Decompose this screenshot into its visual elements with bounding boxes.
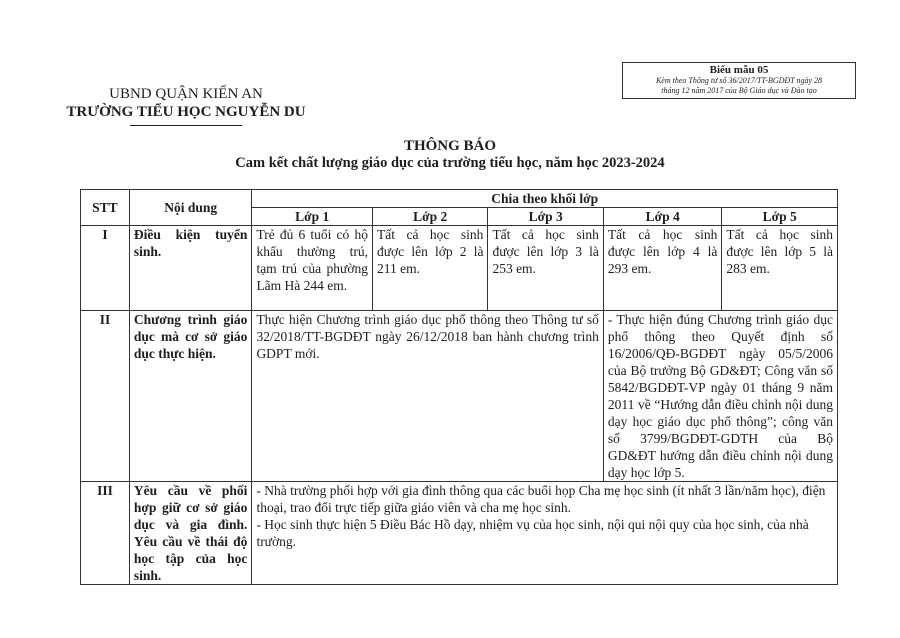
school-name: TRƯỜNG TIỂU HỌC NGUYỄN DU xyxy=(66,104,306,120)
row-number: I xyxy=(81,226,130,311)
all-grades-cell xyxy=(252,482,838,585)
table-row xyxy=(81,226,838,311)
document-subtitle: Cam kết chất lượng giáo dục của trường tiểu học, năm học 2023-2024 xyxy=(235,155,665,171)
grades-1-3-cell: Thực hiện Chương trình giáo dục phổ thông theo Thông tư số 32/2018/TT-BGDĐT ngày 26/12/2018 ban hành chương trình GDPT mới. xyxy=(252,311,603,482)
header-grade-group: Chia theo khối lớp xyxy=(252,190,838,208)
issuing-authority-block xyxy=(66,85,306,126)
grade-5-cell: Tất cả học sinh được lên lớp 5 là 283 em. xyxy=(722,226,838,311)
grades-4-5-cell: - Thực hiện đúng Chương trình giáo dục phổ thông theo Quyết định số 16/2006/QĐ-BGDĐT ngày 05/5/2006 của Bộ trưởng Bộ GD&ĐT; Công văn số 5842/BGDĐT-VP ngày 01 tháng 9 năm 2011 về “Hướng dẫn điều chỉnh nội dung dạy học giáo dục phổ thông”; công văn số 3799/BGDĐT-GDTH của Bộ GD&ĐT hướng dẫn điều chỉnh nội dung dạy học lớp 5. xyxy=(603,311,837,482)
header-grade-5: Lớp 5 xyxy=(722,208,838,226)
form-title: Biểu mẫu 05 xyxy=(709,64,769,76)
document-title: THÔNG BÁO xyxy=(403,138,497,154)
grade-2-cell: Tất cả học sinh được lên lớp 2 là 211 em. xyxy=(372,226,487,311)
header-grade-1: Lớp 1 xyxy=(252,208,373,226)
grade-3-cell: Tất cả học sinh được lên lớp 3 là 253 em. xyxy=(488,226,603,311)
commitment-table xyxy=(80,189,838,585)
row-content: Điều kiện tuyển sinh. xyxy=(129,226,252,311)
row-content: Chương trình giáo dục mà cơ sở giáo dục thực hiện. xyxy=(129,311,252,482)
header-grade-3: Lớp 3 xyxy=(488,208,603,226)
header-grade-2: Lớp 2 xyxy=(372,208,487,226)
attitude-item: - Học sinh thực hiện 5 Điều Bác Hồ dạy, nhiệm vụ của học sinh, nội qui nội quy của học sinh, của nhà trường. xyxy=(256,517,809,549)
form-note-line-2: tháng 12 năm 2017 của Bộ Giáo dục và Đào tạo xyxy=(661,86,817,95)
cooperation-item: - Nhà trường phối hợp với gia đình thông qua các buổi họp Cha mẹ học sinh (ít nhất 3 lần/năm học), điện thoại, trao đổi trực tiếp giữa giáo viên và cha mẹ học sinh. xyxy=(256,483,826,515)
table-row xyxy=(81,482,838,585)
row-number: II xyxy=(81,311,130,482)
header-grade-4: Lớp 4 xyxy=(603,208,722,226)
table-header-row xyxy=(81,190,838,208)
header-underline xyxy=(130,125,242,126)
header-content: Nội dung xyxy=(129,190,252,226)
header-stt: STT xyxy=(81,190,130,226)
grade-1-cell: Trẻ đủ 6 tuổi có hộ khẩu thường trú, tạm trú của phường Lãm Hà 244 em. xyxy=(252,226,373,311)
form-reference-box xyxy=(622,62,856,99)
row-content: Yêu cầu về phối hợp giữ cơ sở giáo dục và gia đình. Yêu cầu về thái độ học tập của học sinh. xyxy=(129,482,252,585)
form-note-line-1: Kèm theo Thông tư số 36/2017/TT-BGDĐT ngày 28 xyxy=(655,76,823,85)
table-row xyxy=(81,311,838,482)
grade-4-cell: Tất cả học sinh được lên lớp 4 là 293 em. xyxy=(603,226,722,311)
row-number: III xyxy=(81,482,130,585)
authority-name: UBND QUẬN KIẾN AN xyxy=(109,86,263,102)
